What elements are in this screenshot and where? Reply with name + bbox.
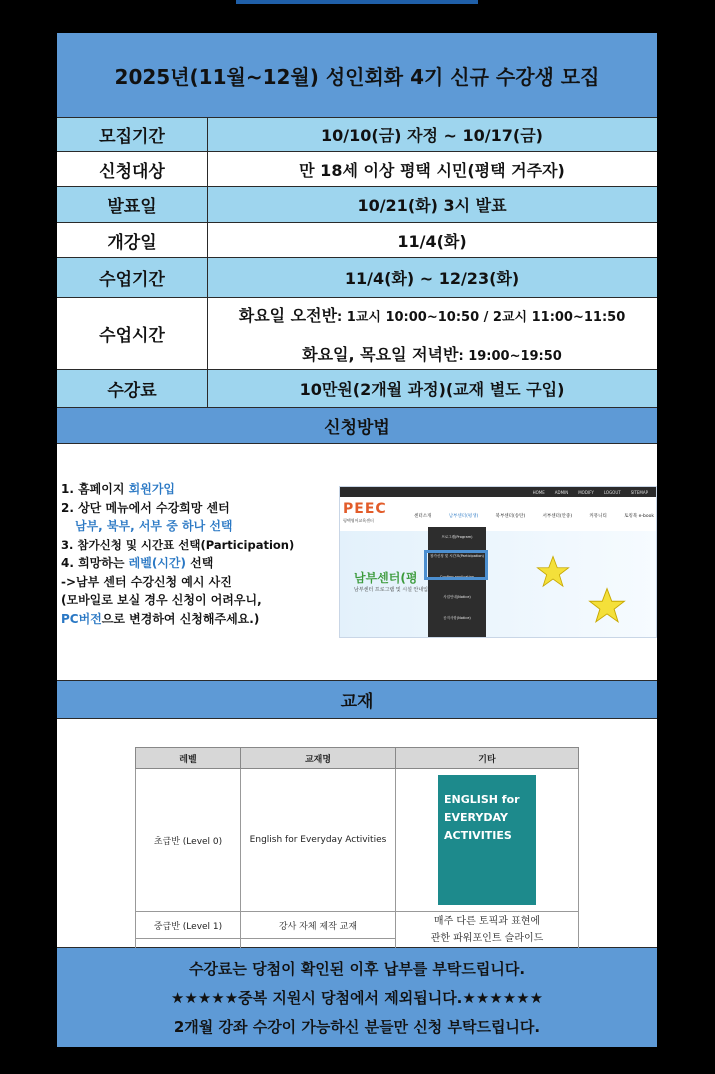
book-cover-cell	[396, 769, 579, 912]
footer-line: 2개월 강좌 수강이 가능하신 분들만 신청 부탁드립니다.	[173, 1018, 541, 1036]
method-header: 신청방법	[57, 408, 657, 444]
table-header-row	[136, 748, 579, 769]
time-line-evening: 화요일, 목요일 저녁반: 19:00~19:50	[302, 344, 562, 364]
info-row-fee	[57, 370, 657, 408]
info-label: 개강일	[57, 223, 208, 257]
website-screenshot	[339, 486, 657, 638]
book-cell: English for Everyday Activities	[241, 769, 396, 912]
column-header: 교재명	[241, 748, 396, 769]
info-value: 11/4(화) ~ 12/23(화)	[344, 269, 520, 288]
info-value: 10/10(금) 자정 ~ 10/17(금)	[321, 126, 543, 145]
info-value-time	[207, 298, 657, 369]
column-header: 기타	[396, 748, 579, 769]
banner-title: 남부센터(평	[354, 571, 418, 585]
peec-logo-sub: 평택영어교육센터	[343, 518, 374, 523]
footer-line: ★★★★★중복 지원시 당첨에서 제외됩니다.★★★★★★	[170, 989, 544, 1007]
info-row-announce	[57, 187, 657, 223]
info-label: 모집기간	[57, 118, 208, 151]
step-2-detail: 남부, 북부, 서부 중 하나 선택	[75, 519, 233, 533]
column-header: 레벨	[136, 748, 241, 769]
notice-sheet	[57, 33, 657, 1047]
info-row-duration	[57, 258, 657, 298]
info-value: 만 18세 이상 평택 시민(평택 거주자)	[299, 160, 565, 180]
note-cell: 매주 다른 토픽과 표현에 관한 파워포인트 슬라이드	[396, 912, 579, 966]
mobile-note: (모바일로 보실 경우 신청이 어려우니,	[61, 593, 262, 607]
info-label: 신청대상	[57, 152, 208, 186]
book-cover: ENGLISH for EVERYDAY ACTIVITIES	[438, 775, 536, 905]
level-cell: 초급반 (Level 0)	[136, 769, 241, 912]
footer-notice	[57, 948, 657, 1047]
info-row-period	[57, 118, 657, 152]
textbook-header: 교재	[57, 681, 657, 719]
table-row	[136, 769, 579, 912]
info-value: 10/21(화) 3시 발표	[357, 196, 507, 215]
dropdown-menu: 프로그램(Program) 참가신청 및 시간표(Participation) Confirm application 사업안내(Notice) 공지사항(Notice)	[428, 527, 486, 637]
textbook-table	[135, 747, 579, 966]
step-1: 1. 홈페이지 회원가입	[61, 482, 176, 496]
info-row-target	[57, 152, 657, 187]
step-3: 3. 참가신청 및 시간표 선택(Participation)	[61, 537, 295, 552]
step-example: ->남부 센터 수강신청 예시 사진	[61, 574, 232, 589]
pc-note: PC버전으로 변경하여 신청해주세요.)	[61, 611, 260, 626]
banner-sub: 남부센터 프로그램 및 시설 안내입	[354, 587, 428, 593]
step-4: 4. 희망하는 레벨(시간) 선택	[61, 556, 214, 570]
screenshot-topnav: HOME ADMIN MODIFY LOGOUT SITEMAP	[340, 487, 656, 497]
info-label: 수강료	[57, 370, 208, 407]
textbook-section	[57, 719, 657, 948]
method-steps	[61, 480, 341, 628]
footer-line: 수강료는 당첨이 확인된 이후 납부를 부탁드립니다.	[188, 960, 526, 978]
star-icon	[536, 555, 570, 589]
time-line-morning: 화요일 오전반: 1교시 10:00~10:50 / 2교시 11:00~11:50	[238, 305, 626, 325]
screenshot-menu: 센터소개 남부센터(평생) 북부센터(송탄) 서부센터(안중) 커뮤니티 토킹북 e-book	[414, 514, 654, 519]
level-cell: 중급반 (Level 1)	[136, 912, 241, 939]
method-section	[57, 444, 657, 681]
info-value: 10만원(2개월 과정)(교재 별도 구입)	[299, 380, 565, 399]
step-2: 2. 상단 메뉴에서 수강희망 센터	[61, 500, 230, 515]
info-row-time	[57, 298, 657, 370]
peec-logo: PEEC	[343, 501, 387, 517]
star-icon	[588, 587, 626, 625]
book-cell: 강사 자체 제작 교재	[241, 912, 396, 939]
highlight-box	[424, 550, 488, 580]
info-label: 수업기간	[57, 258, 208, 297]
info-label: 발표일	[57, 187, 208, 222]
info-label: 수업시간	[57, 298, 208, 369]
info-value: 11/4(화)	[397, 231, 467, 251]
table-row	[136, 912, 579, 939]
info-row-start	[57, 223, 657, 258]
page-title: 2025년(11월~12월) 성인회화 4기 신규 수강생 모집	[57, 33, 657, 118]
top-accent-bar	[236, 0, 478, 4]
